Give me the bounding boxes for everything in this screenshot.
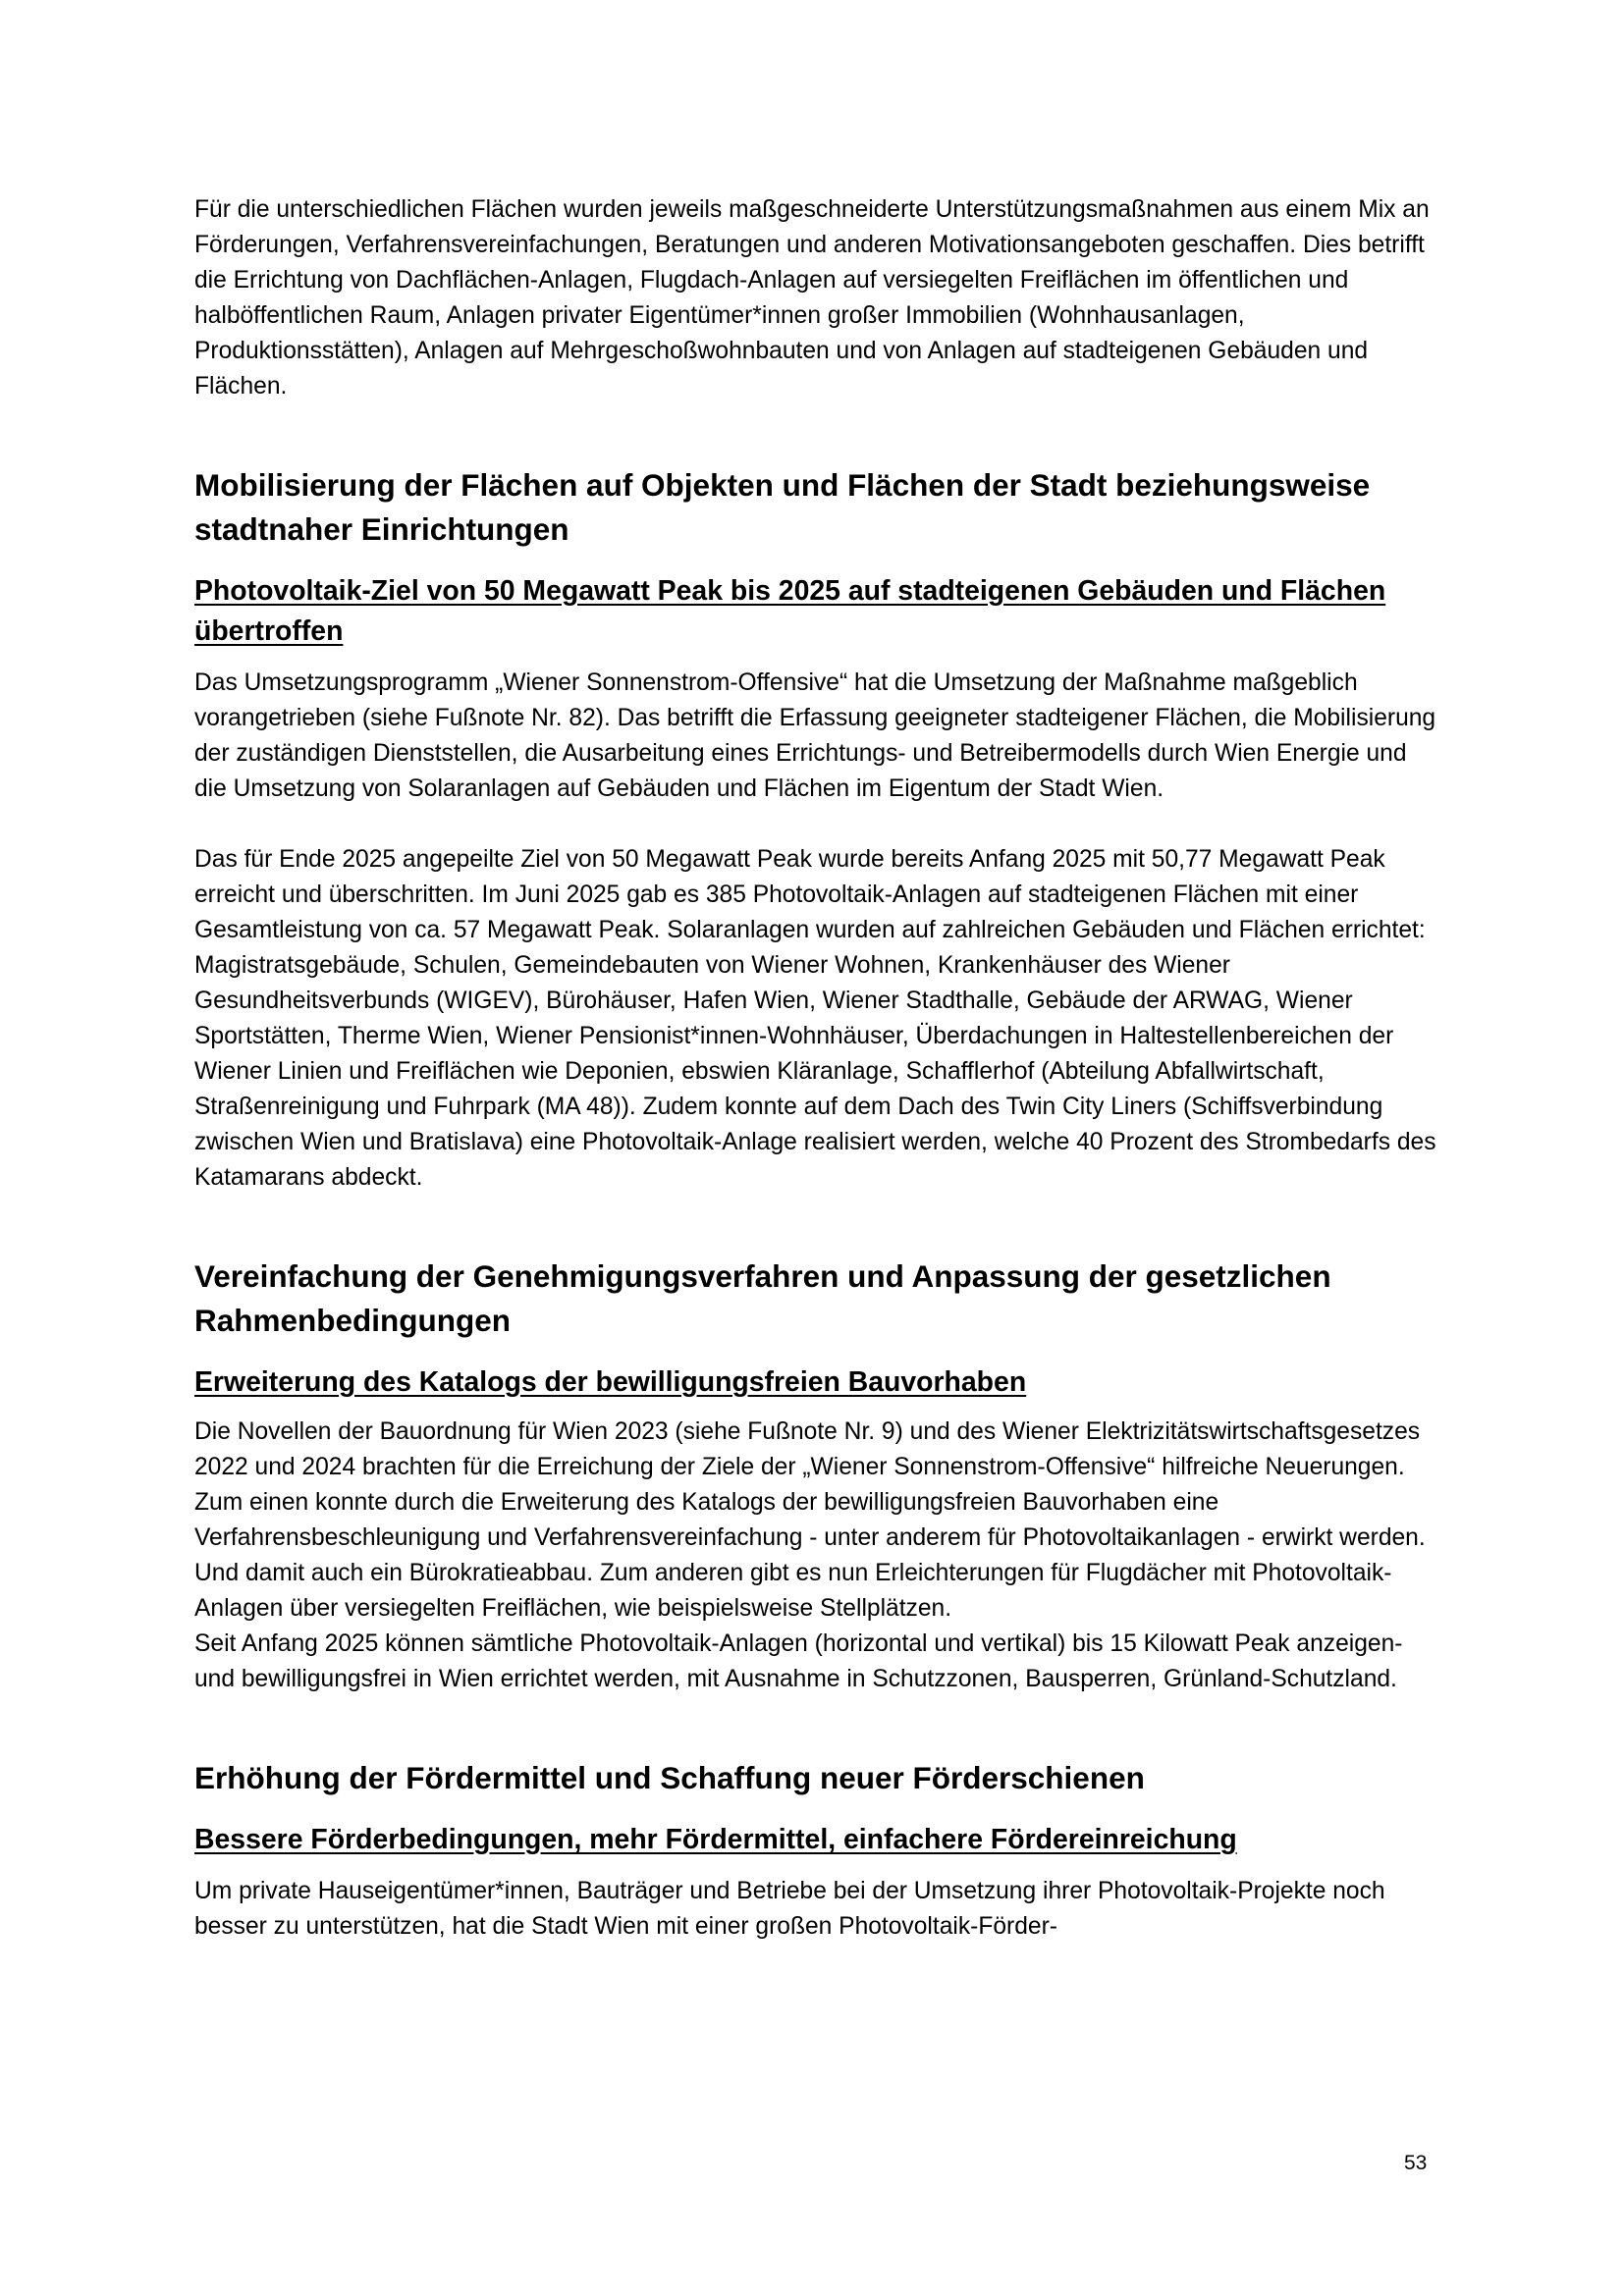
intro-paragraph: Für die unterschiedlichen Flächen wurden jeweils maßgeschneiderte Unterstützungsmaßnahmen aus einem Mix an Förderungen, Verfahrensvereinfachungen, Beratungen und anderen Motivationsangeboten geschaffen. Dies betrifft die Errichtung von Dachflächen-Anlagen, Flugdach-Anlagen auf versiegelten Freiflächen im öffentlichen und halböffentlichen Raum, Anlagen privater Eigentümer*innen großer Immobilien (Wohnhausanlagen, Produktionsstätten), Anlagen auf Mehrgeschoßwohnbauten und von Anlagen auf stadteigenen Gebäuden und Flächen. [194,196,1430,400]
paragraph-foerderung-intro: Um private Hauseigentümer*innen, Bauträger und Betriebe bei der Umsetzung ihrer Photovoltaik-Projekte noch besser zu unterstützen, hat die Stadt Wien mit einer großen Photovoltaik-Förder- [194,1878,1385,1940]
paragraph-bauordnung-novellen: Die Novellen der Bauordnung für Wien 2023 (siehe Fußnote Nr. 9) und des Wiener Elektrizitätswirtschaftsgesetzes 2022 und 2024 brachten für die Erreichung der Ziele der „Wiener Sonnenstrom-Offensive“ hilfreiche Neuerungen. Zum einen konnte durch die Erweiterung des Katalogs der bewilligungsfreien Bauvorhaben eine Verfahrensbeschleunigung und Verfahrensvereinfachung - unter anderem für Photovoltaikanlagen - erwirkt werden. Und damit auch ein Bürokratieabbau. Zum anderen gibt es nun Erleichterungen für Flugdächer mit Photovoltaik-Anlagen über versiegelten Freiflächen, wie beispielsweise Stellplätzen. [194,1418,1426,1622]
paragraph-bewilligungsfrei-2025: Seit Anfang 2025 können sämtliche Photovoltaik-Anlagen (horizontal und vertikal) bis 15 Kilowatt Peak anzeigen- und bewilligungsfrei in Wien errichtet werden, mit Ausnahme in Schutzzonen, Bausperren, Grünland-Schutzland. [194,1630,1403,1692]
page-number: 53 [1404,2152,1428,2174]
section-heading-vereinfachung: Vereinfachung der Genehmigungsverfahren und Anpassung der gesetzlichen Rahmenbedingungen [194,1258,1331,1338]
section-heading-foerdermittel: Erhöhung der Fördermittel und Schaffung neuer Förderschienen [194,1760,1145,1795]
paragraph-ziel-erreicht: Das für Ende 2025 angepeilte Ziel von 50 Megawatt Peak wurde bereits Anfang 2025 mit 50,77 Megawatt Peak erreicht und überschritten. Im Juni 2025 gab es 385 Photovoltaik-Anlagen auf stadteigenen Flächen mit einer Gesamtleistung von ca. 57 Megawatt Peak. Solaranlagen wurden auf zahlreichen Gebäuden und Flächen errichtet: Magistratsgebäude, Schulen, Gemeindebauten von Wiener Wohnen, Krankenhäuser des Wiener Gesundheitsverbunds (WIGEV), Bürohäuser, Hafen Wien, Wiener Stadthalle, Gebäude der ARWAG, Wiener Sportstätten, Therme Wien, Wiener Pensionist*innen-Wohnhäuser, Überdachungen in Haltestellenbereichen der Wiener Linien und Freiflächen wie Deponien, ebswien Kläranlage, Schafflerhof (Abteilung Abfallwirtschaft, Straßenreinigung und Fuhrpark (MA 48)). Zudem konnte auf dem Dach des Twin City Liners (Schiffsverbindung zwischen Wien und Bratislava) eine Photovoltaik-Anlage realisiert werden, welche 40 Prozent des Strombedarfs des Katamarans abdeckt. [194,846,1436,1191]
paragraph-sonnenstrom-offensive: Das Umsetzungsprogramm „Wiener Sonnenstrom-Offensive“ hat die Umsetzung der Maßnahme maßgeblich vorangetrieben (siehe Fußnote Nr. 82). Das betrifft die Erfassung geeigneter stadteigener Flächen, die Mobilisierung der zuständigen Dienststellen, die Ausarbeitung eines Errichtungs- und Betreibermodells durch Wien Energie und die Umsetzung von Solaranlagen auf Gebäuden und Flächen im Eigentum der Stadt Wien. [194,669,1436,802]
subheading-foerderbedingungen: Bessere Förderbedingungen, mehr Fördermittel, einfachere Fördereinreichung [194,1824,1237,1855]
subheading-photovoltaik-ziel: Photovoltaik-Ziel von 50 Megawatt Peak bis 2025 auf stadteigenen Gebäuden und Flächen übertroffen [194,575,1386,647]
section-heading-mobilisierung: Mobilisierung der Flächen auf Objekten und Flächen der Stadt beziehungsweise stadtnaher Einrichtungen [194,467,1371,547]
subheading-katalog-erweiterung: Erweiterung des Katalogs der bewilligungsfreien Bauvorhaben [194,1366,1027,1398]
document-page [194,192,1441,1945]
